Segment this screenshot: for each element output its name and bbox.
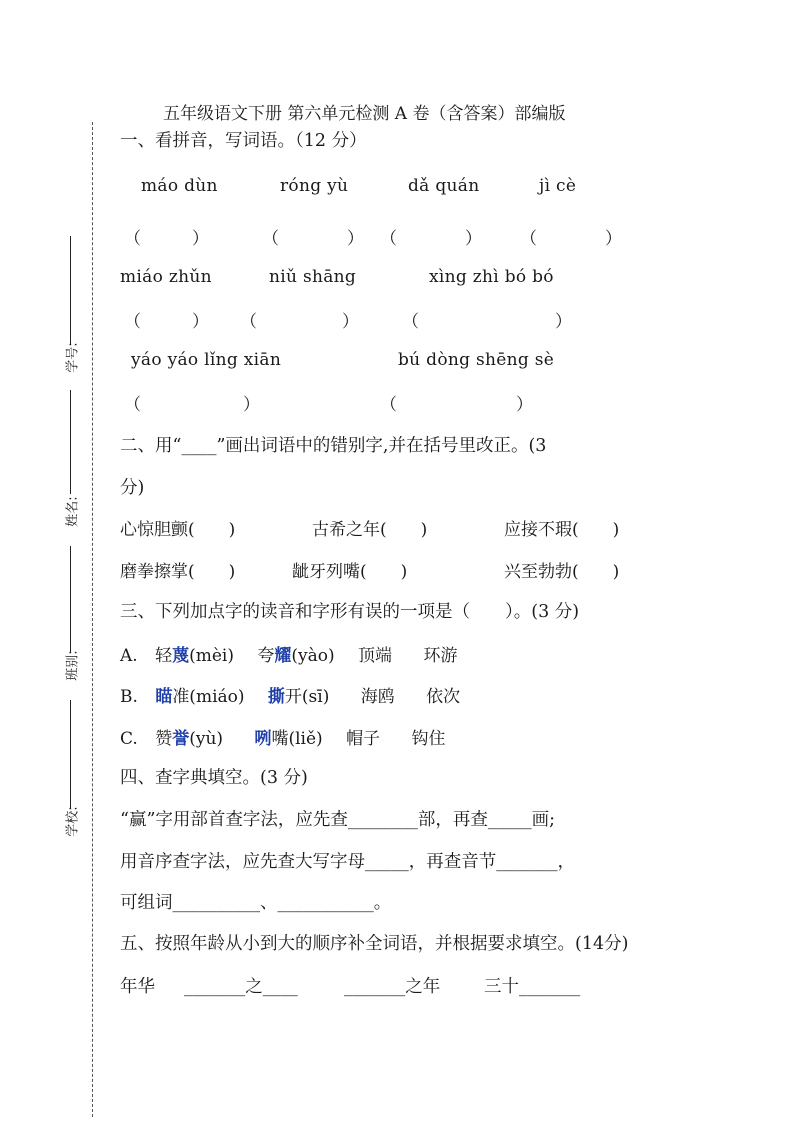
pinyin-miaozhun: miáo zhǔn — [120, 267, 212, 287]
option-letter: A. — [120, 646, 138, 666]
q2-heading-cont: 分) — [120, 478, 145, 498]
q5-item[interactable]: 三十_______ — [484, 977, 581, 997]
word-text: 钩住 — [411, 729, 446, 749]
dotted-char: 咧 — [254, 729, 272, 749]
word-text: 海鸥 — [360, 687, 395, 707]
q4-line2: 用音序查字法，应先查大写字母_____，再查音节_______， — [120, 852, 575, 872]
word-text: 顶端 — [358, 646, 393, 666]
q2-item: 心惊胆颤( ) — [120, 520, 236, 540]
dotted-char: 誉 — [172, 729, 190, 749]
answer-blank[interactable]: （ ） — [520, 229, 622, 249]
answer-blank[interactable]: （ ） — [380, 229, 482, 249]
dotted-char: 瞄 — [155, 687, 173, 707]
pinyin-daquan: dǎ quán — [408, 176, 480, 196]
document-title: 五年级语文下册 第六单元检测 A 卷（含答案）部编版 — [163, 104, 566, 124]
student-no-line — [70, 236, 71, 344]
option-letter: B. — [120, 687, 138, 707]
word-reading: (yào) — [291, 646, 335, 666]
pinyin-xingzhibobo: xìng zhì bó bó — [429, 267, 554, 287]
word-reading: (mèi) — [189, 646, 234, 666]
q2-item: 兴至勃勃( ) — [504, 562, 620, 582]
answer-blank[interactable]: （ ） — [402, 312, 572, 332]
option-letter: C. — [120, 729, 138, 749]
name-line — [70, 390, 71, 494]
word-reading: (yù) — [189, 729, 224, 749]
pinyin-niushang: niǔ shāng — [269, 267, 357, 287]
dotted-char: 撕 — [267, 687, 285, 707]
pinyin-maodun: máo dùn — [141, 176, 218, 196]
q5-heading: 五、按照年龄从小到大的顺序补全词语，并根据要求填空。(14分) — [120, 934, 629, 954]
dotted-char: 蔑 — [172, 646, 190, 666]
answer-blank[interactable]: （ ） — [380, 395, 533, 415]
answer-blank[interactable]: （ ） — [262, 229, 364, 249]
pinyin-rongyu: róng yù — [280, 176, 349, 196]
answer-blank[interactable]: （ ） — [124, 395, 260, 415]
binding-cut-line — [92, 122, 93, 1117]
dotted-char: 耀 — [274, 646, 292, 666]
answer-blank[interactable]: （ ） — [124, 229, 209, 249]
word-text: 依次 — [426, 687, 461, 707]
q4-line1: “赢”字用部首查字法，应先查________部，再查_____画; — [120, 810, 556, 830]
name-label: 姓名: — [65, 496, 81, 527]
word-reading: 准(miáo) — [172, 687, 245, 707]
q2-heading: 二、用“____”画出词语中的错别字,并在括号里改正。(3 — [120, 436, 547, 456]
word-reading: 开(sī) — [284, 687, 330, 707]
pinyin-budongshengse: bú dòng shēng sè — [398, 350, 555, 370]
q2-item: 磨拳擦掌( ) — [120, 562, 236, 582]
q2-item: 应接不瑕( ) — [504, 520, 620, 540]
school-line — [70, 700, 71, 808]
q3-option-a[interactable] — [120, 641, 457, 666]
word-text: 帽子 — [346, 729, 381, 749]
q5-item: 年华 — [120, 977, 155, 997]
pinyin-yaoyaolingxian: yáo yáo lǐng xiān — [131, 350, 282, 370]
answer-blank[interactable]: （ ） — [240, 312, 359, 332]
q5-item[interactable]: _______之____ — [184, 977, 298, 997]
word-text: 夸 — [257, 646, 275, 666]
word-text: 环游 — [423, 646, 458, 666]
word-text: 轻 — [155, 646, 173, 666]
class-line — [70, 546, 71, 652]
q4-line3: 可组词__________、___________。 — [120, 893, 392, 913]
q3-option-c[interactable] — [120, 724, 445, 749]
class-label: 班别: — [65, 650, 81, 681]
q3-heading: 三、下列加点字的读音和字形有误的一项是（ ）。(3 分) — [120, 602, 580, 622]
q1-heading: 一、看拼音，写词语。（12 分） — [120, 131, 367, 151]
school-label: 学校: — [65, 806, 81, 837]
q2-item: 古希之年( ) — [312, 520, 428, 540]
q2-item: 龇牙列嘴( ) — [292, 562, 408, 582]
pinyin-jice: jì cè — [539, 176, 577, 196]
q3-option-b[interactable] — [120, 682, 460, 707]
q5-item[interactable]: _______之年 — [344, 977, 441, 997]
answer-blank[interactable]: （ ） — [124, 312, 209, 332]
word-reading: 嘴(liě) — [271, 729, 323, 749]
word-text: 赞 — [155, 729, 173, 749]
q4-heading: 四、查字典填空。(3 分) — [120, 768, 308, 788]
student-no-label: 学号: — [65, 342, 81, 373]
